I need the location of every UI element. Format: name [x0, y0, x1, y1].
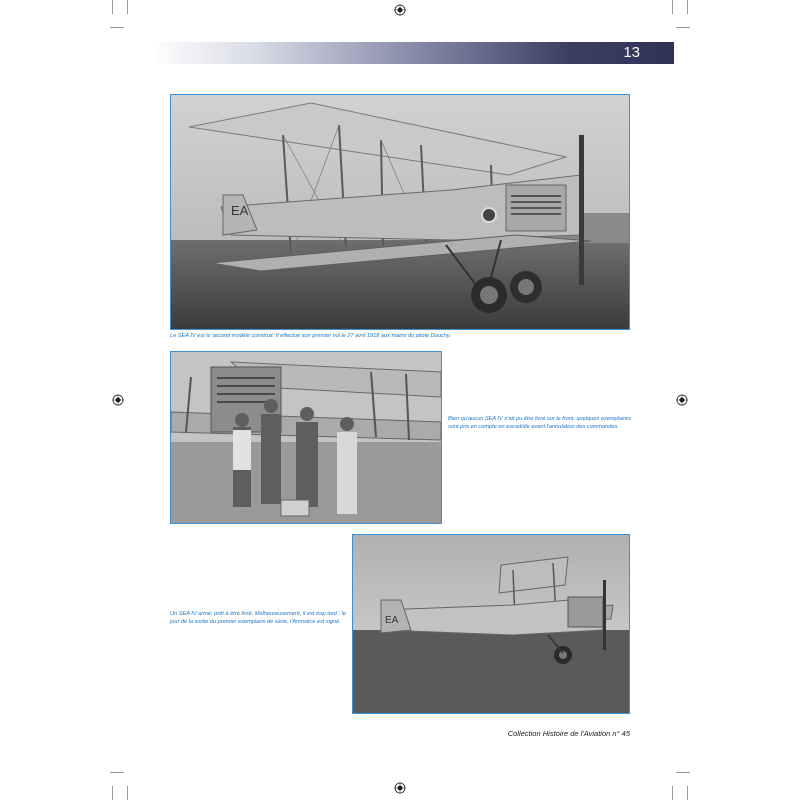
caption-bottom: Un SEA IV armé, prêt à être livré. Malheureusement, il est trop tard ; le jour de la sortie du premier exemplaire de série, l'Armistice est signé. — [170, 611, 346, 625]
crop-mark — [110, 27, 124, 28]
caption-middle: Bien qu'aucun SEA IV n'ait pu être livré sur le front, quelques exemplaires sont pris en compte en escadrille avant l'annulation des commandes. — [448, 416, 631, 430]
crop-mark — [110, 772, 124, 773]
crop-mark — [676, 27, 690, 28]
caption-top: Le SEA IV est le second modèle construit. Il effectue son premier vol le 27 avril 1918 aux mains du pilote Douchy. — [170, 333, 451, 339]
registration-mark-left — [112, 394, 124, 406]
fuselage-marking-top: EA — [231, 203, 249, 218]
crop-mark — [127, 786, 128, 800]
crop-mark — [112, 786, 113, 800]
registration-mark-right — [676, 394, 688, 406]
crop-mark — [112, 0, 113, 14]
crop-mark — [687, 0, 688, 14]
page-number: 13 — [623, 44, 640, 61]
fuselage-marking-bottom: EA — [385, 615, 399, 626]
crop-mark — [676, 772, 690, 773]
registration-mark-bottom — [394, 782, 406, 794]
crop-mark — [687, 786, 688, 800]
photo-sea-iv-armed — [352, 534, 630, 714]
crop-mark — [127, 0, 128, 14]
crop-mark — [672, 786, 673, 800]
registration-mark-top — [394, 4, 406, 16]
footer-collection: Collection Histoire de l'Aviation n° 45 — [507, 729, 630, 738]
header-band — [150, 42, 674, 64]
photo-sea-iv-prototype — [170, 94, 630, 330]
crop-mark — [672, 0, 673, 14]
photo-sea-iv-squadron-crew — [170, 351, 442, 524]
